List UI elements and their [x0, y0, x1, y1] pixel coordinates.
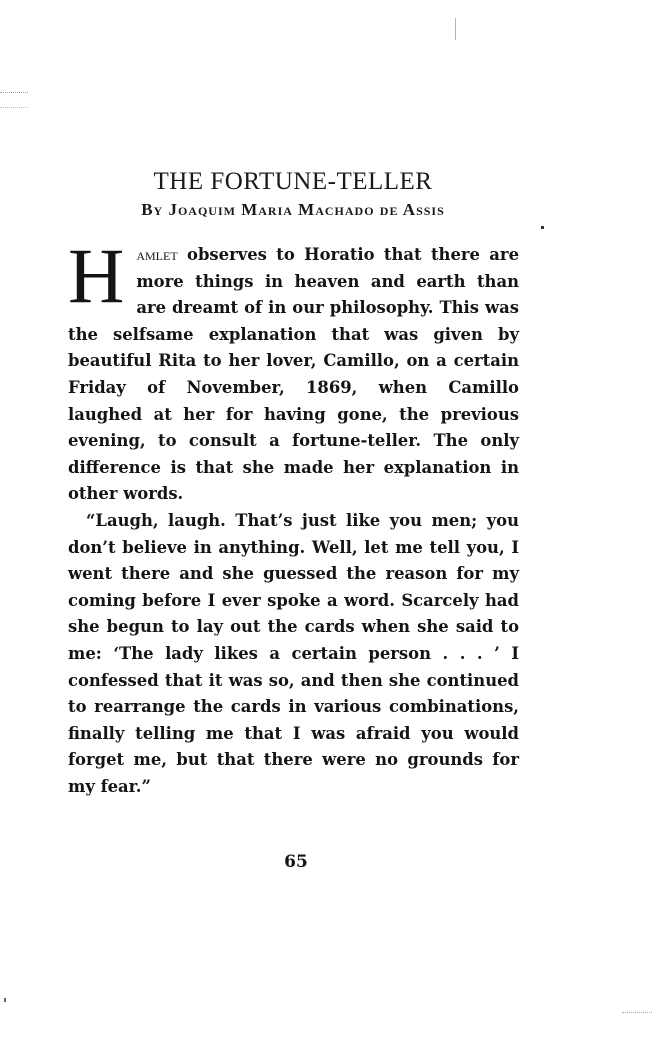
story-title: THE FORTUNE-TELLER: [153, 168, 433, 195]
scan-speck: [0, 92, 28, 108]
drop-cap: H: [68, 232, 125, 319]
page-number: 65: [284, 852, 308, 872]
scan-speck: [541, 226, 544, 229]
paragraph-2: “Laugh, laugh. That’s just like you men; you don’t believe in anything. Well, let me tell you, I went there and she guessed the reason for my coming before I ever spoke a word. Scarcely had she begun to lay out the cards when she said to me: ‘The lady likes a certain person . . . ’ I confessed that it was so, and then she continued to rearrange the cards in various combinations, finally telling me that I was afraid you would forget me, but that there were no grounds for my fear.”: [68, 510, 519, 796]
scan-speck: [455, 18, 456, 40]
story-body: [68, 232, 519, 800]
story-byline: By Joaquim Maria Machado de Assis: [141, 200, 445, 219]
scan-speck: [4, 998, 6, 1002]
scan-speck: [622, 1012, 652, 1014]
drop-cap-lead: amlet: [136, 245, 178, 264]
paragraph-1: [68, 232, 519, 508]
paragraph-1-text: observes to Horatio that there are more things in heaven and earth than are dreamt of in our philosophy. This was the selfsame explanation that was given by beautiful Rita to her lover, Camillo, on a certain Friday of November, 1869, when Camillo laughed at her for having gone, the previous evening, to consult a fortune-teller. The only difference is that she made her explanation in other words.: [68, 245, 519, 504]
